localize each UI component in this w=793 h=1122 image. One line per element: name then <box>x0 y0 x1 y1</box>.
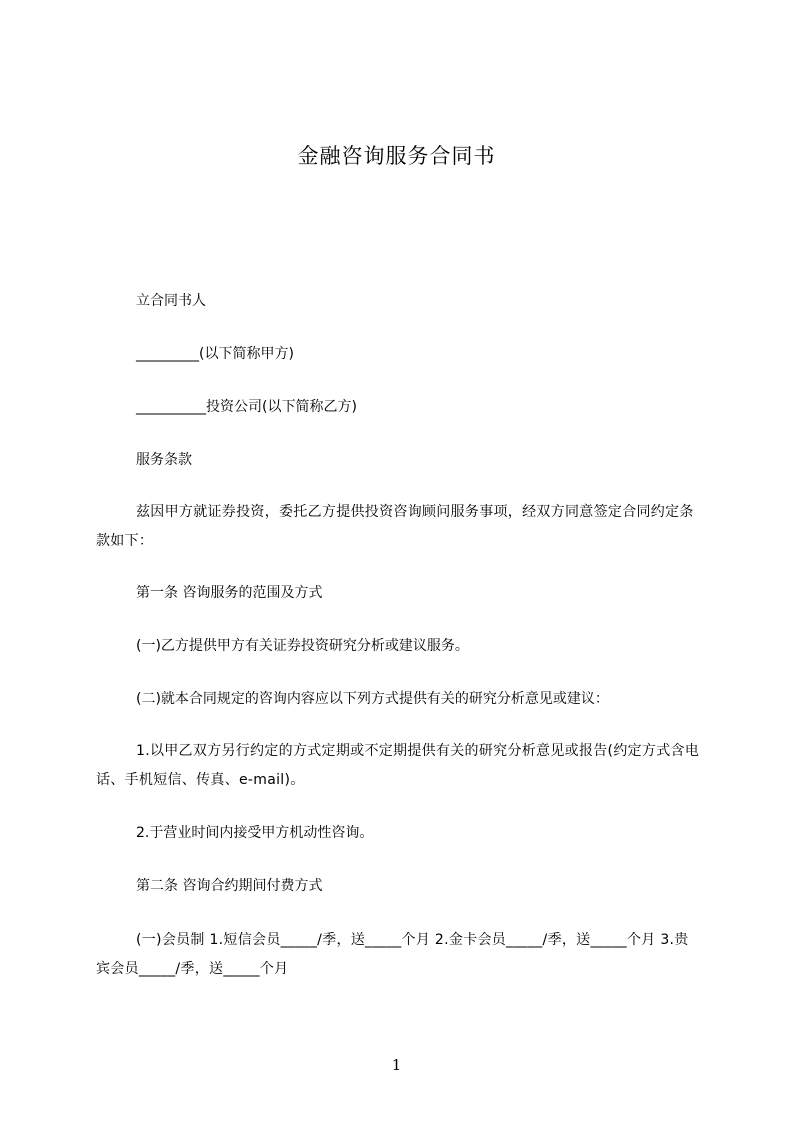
article-1-sub-1: 1.以甲乙双方另行约定的方式定期或不定期提供有关的研究分析意见或报告(约定方式含电话、手机短信、传真、e-mail)。 <box>96 743 700 788</box>
article-1-sub-2: 2.于营业时间内接受甲方机动性咨询。 <box>136 825 374 841</box>
page-number: 1 <box>391 1056 402 1074</box>
article-1-item-1: (一)乙方提供甲方有关证券投资研究分析或建议服务。 <box>136 638 469 654</box>
party-b-line: __________投资公司(以下简称乙方) <box>136 399 357 415</box>
party-a-line: _________(以下简称甲方) <box>136 346 294 362</box>
article-1-item-2: (二)就本合同规定的咨询内容应以下列方式提供有关的研究分析意见或建议： <box>136 691 609 707</box>
article-2-item-1: (一)会员制 1.短信会员_____/季，送_____个月 2.金卡会员_____/季，送_____个月 3.贵宾会员_____/季，送_____个月 <box>96 932 689 977</box>
article-1-heading: 第一条 咨询服务的范围及方式 <box>136 585 323 601</box>
article-2-heading: 第二条 咨询合约期间付费方式 <box>136 878 323 894</box>
document-title: 金融咨询服务合同书 <box>297 144 496 168</box>
terms-heading: 服务条款 <box>136 452 192 468</box>
intro-paragraph: 兹因甲方就证券投资，委托乙方提供投资咨询顾问服务事项，经双方同意签定合同约定条款如下： <box>96 504 694 549</box>
parties-heading: 立合同书人 <box>136 293 206 309</box>
